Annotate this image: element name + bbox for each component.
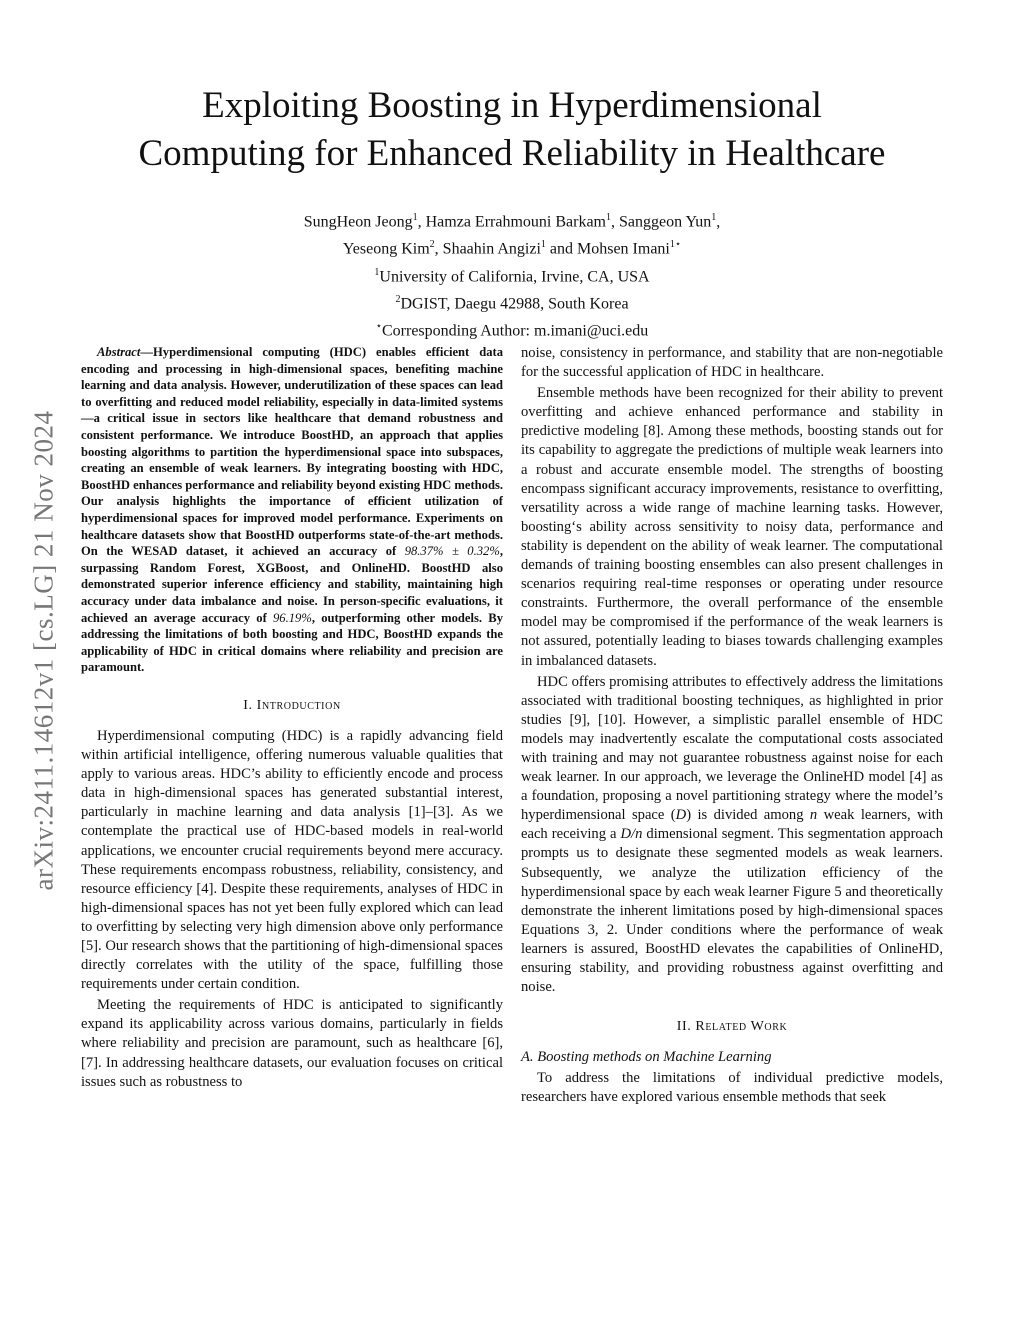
section-heading-introduction: I. Introduction (243, 697, 341, 713)
abstract-text-1: Hyperdimensional computing (HDC) enables efficient data encoding and processing in high-dimensional spaces, benefiting machine learning and data analysis. However, underutilization of these spaces can lead to overfitting and reduced model reliability, especially in data-limited systems—a critical issue in sectors like healthcare that demand robustness and consistent performance. We introduce BoostHD, an approach that applies boosting algorithms to partition the hyperdimensional space into subspaces, creating an ensemble of weak learners. By integrating boosting with HDC, BoostHD enhances performance and reliability beyond existing HDC methods. Our analysis highlights the importance of efficient utilization of hyperdimensional spaces for improved model performance. Experiments on healthcare datasets show that BoostHD outperforms state-of-the-art methods. On the WESAD dataset, it achieved an accuracy of (81, 345, 504, 559)
abstract-math-1: 98.37% ± 0.32% (404, 544, 500, 559)
subsection-heading-boosting: A. Boosting methods on Machine Learning (521, 1049, 772, 1066)
title-line-2: Computing for Enhanced Reliability in Healthcare (138, 133, 886, 174)
author-line-1: SungHeon Jeong$^1$, Hamza Errahmouni Barkam$^1$, Sanggeon Yun$^1$, (303, 212, 721, 231)
intro-paragraph-2: Meeting the requirements of HDC is anticipated to significantly expand its applicability across various domains, particularly in fields where reliability and precision are paramount, such as healthcare [6], [7]. In addressing healthcare datasets, our evaluation focuses on critical issues such as robustness to (81, 997, 503, 1090)
right-column (521, 344, 943, 1108)
title-line-1: Exploiting Boosting in Hyperdimensional (202, 85, 822, 126)
author-affiliation-mark: 1 (540, 239, 546, 251)
hdc-paragraph: HDC offers promising attributes to effectively address the limitations associated with traditional boosting techniques, as highlighted in prior studies [9], [10]. However, a simplistic parallel ensemble of HDC models may inadvertently escalate the computational costs associated with training and may not guarantee robustness against noise for each weak learner. In our approach, we leverage the OnlineHD model [4] as a foundation, proposing a novel partitioning strategy where the model’s hyperdimensional space (D) is divided among n weak learners, with each receiving a D/n dimensional segment. This segmentation approach prompts us to designate these segmented models as weak learners. Subsequently, we analyze the utilization efficiency of the hyperdimensional space by each weak learner Figure 5 and theoretically demonstrate the inherent limitations posed by high-dimensional spaces Equations 3, 2. Under conditions where the performance of weak learners is assured, BoostHD elevates the capabilities of OnlineHD, ensuring stability, and providing robustness against overfitting and noise. (521, 673, 944, 996)
arxiv-identifier-text: arXiv:2411.14612v1 [cs.LG] 21 Nov 2024 (28, 410, 59, 890)
math-n: n (809, 807, 818, 824)
abstract: Abstract—Hyperdimensional computing (HDC) enables efficient data encoding and processing in high-dimensional spaces, benefiting machine learning and data analysis. However, underutilization of these spaces can lead to overfitting and reduced model reliability, especially in data-limited systems—a critical issue in sectors like healthcare that demand robustness and consistent performance. We introduce BoostHD, an approach that applies boosting algorithms to partition the hyperdimensional space into subspaces, creating an ensemble of weak learners. By integrating boosting with HDC, BoostHD enhances performance and reliability beyond existing HDC methods. Our analysis highlights the importance of efficient utilization of hyperdimensional spaces for improved model performance. Experiments on healthcare datasets show that BoostHD outperforms state-of-the-art methods. On the WESAD dataset, it achieved an accuracy of 98.37% ± 0.32%, surpassing Random Forest, XGBoost, and OnlineHD. BoostHD also demonstrated superior inference efficiency and stability, maintaining high accuracy under data imbalance and noise. In person-specific evaluations, it achieved an average accuracy of 96.19%, outperforming other models. By addressing the limitations of both boosting and HDC, BoostHD expands the applicability of HDC in critical domains where reliability and precision are paramount. (81, 345, 504, 675)
corresponding-author: ⋆Corresponding Author: m.imani@uci.edu (375, 321, 649, 340)
intro-paragraph-1: Hyperdimensional computing (HDC) is a rapidly advancing field within artificial intelligence, offering numerous valuable qualities that apply to various areas. HDC’s ability to efficiently encode and process data in high-dimensional spaces has generated substantial interest, particularly in machine learning and data analysis [1]–[3]. As we contemplate the practical use of HDC-based models in real-world applications, we encounter crucial requirements beyond mere accuracy. These requirements encompass robustness, reliability, consistency, and resource efficiency [4]. Despite these requirements, analyses of HDC in high-dimensional spaces has not yet been fully explored which can lead to overfitting by selecting very high dimension above only performance [5]. Our research shows that the partitioning of high-dimensional spaces directly correlates with the utility of the space, fulfilling those requirements under certain condition. (81, 727, 503, 993)
paper-title (80, 82, 944, 178)
abstract-text-3: , outperforming other models. By addressing the limitations of both boosting and HDC, BoostHD expands the applicability of HDC in critical domains where reliability and precision are paramount. (81, 610, 503, 675)
left-column (81, 344, 503, 1092)
author-name: Shaahin Angizi (442, 240, 541, 258)
author-affiliation-mark: 1⋆ (669, 239, 682, 251)
abstract-math-2: 96.19% (273, 610, 312, 625)
author-name: Hamza Errahmouni Barkam (425, 213, 606, 231)
title-block (80, 82, 944, 343)
math-D: D (675, 807, 687, 824)
author-block (80, 206, 944, 343)
abstract-text-2: , surpassing Random Forest, XGBoost, and OnlineHD. BoostHD also demonstrated superior inference efficiency and stability, maintaining high accuracy under data imbalance and noise. In person-specific evaluations, it achieved an average accuracy of (81, 544, 503, 625)
author-name: Sanggeon Yun (618, 213, 712, 231)
affiliation-1: $^1$University of California, Irvine, CA, USA (374, 266, 650, 285)
arxiv-identifier-stamp (18, 350, 70, 950)
author-line-2: Yeseong Kim$^2$, Shaahin Angizi$^1$ and Mohsen Imani$^{1⋆}$ (342, 239, 682, 258)
affiliation-2: $^2$DGIST, Daegu 42988, South Korea (395, 293, 629, 313)
boosting-paragraph: To address the limitations of individual predictive models, researchers have explored various ensemble methods that seek (521, 1070, 943, 1106)
math-D-over-n: D/n (620, 826, 643, 843)
ensemble-paragraph: Ensemble methods have been recognized for their ability to prevent overfitting and achieve enhanced performance and stability in predictive modeling [8]. Among these methods, boosting stands out for its capability to aggregate the predictions of multiple weak learners into a robust and accurate ensemble model. The strengths of boosting encompass significant accuracy improvements, resistance to overfitting, versatility across a wide range of machine learning tasks. However, boosting‘s ability across sensitivity to noisy data, performance and stability is dependent on the ability of weak learner. The computational demands of training boosting ensembles can also present challenges in scenarios requiring real-time responses or operating under resource constraints. Furthermore, the overall performance of the ensemble model may be compromised if the performance of the weak learners is not assured, potentially leading to biases towards challenging examples in imbalanced datasets. (521, 385, 943, 669)
section-heading-related-work: II. Related Work (676, 1019, 788, 1035)
abstract-label: Abstract (97, 345, 141, 359)
intro-continuation: noise, consistency in performance, and stability that are non-negotiable for the successful application of HDC in healthcare. (521, 345, 943, 381)
author-affiliation-mark: 1 (711, 212, 717, 223)
author-affiliation-mark: 2 (429, 239, 435, 251)
author-affiliation-mark: 1 (605, 212, 611, 223)
author-affiliation-mark: 1 (412, 212, 418, 223)
author-name: SungHeon Jeong (303, 213, 413, 231)
author-name: Yeseong Kim (342, 240, 430, 258)
author-name: Mohsen Imani (577, 240, 670, 258)
